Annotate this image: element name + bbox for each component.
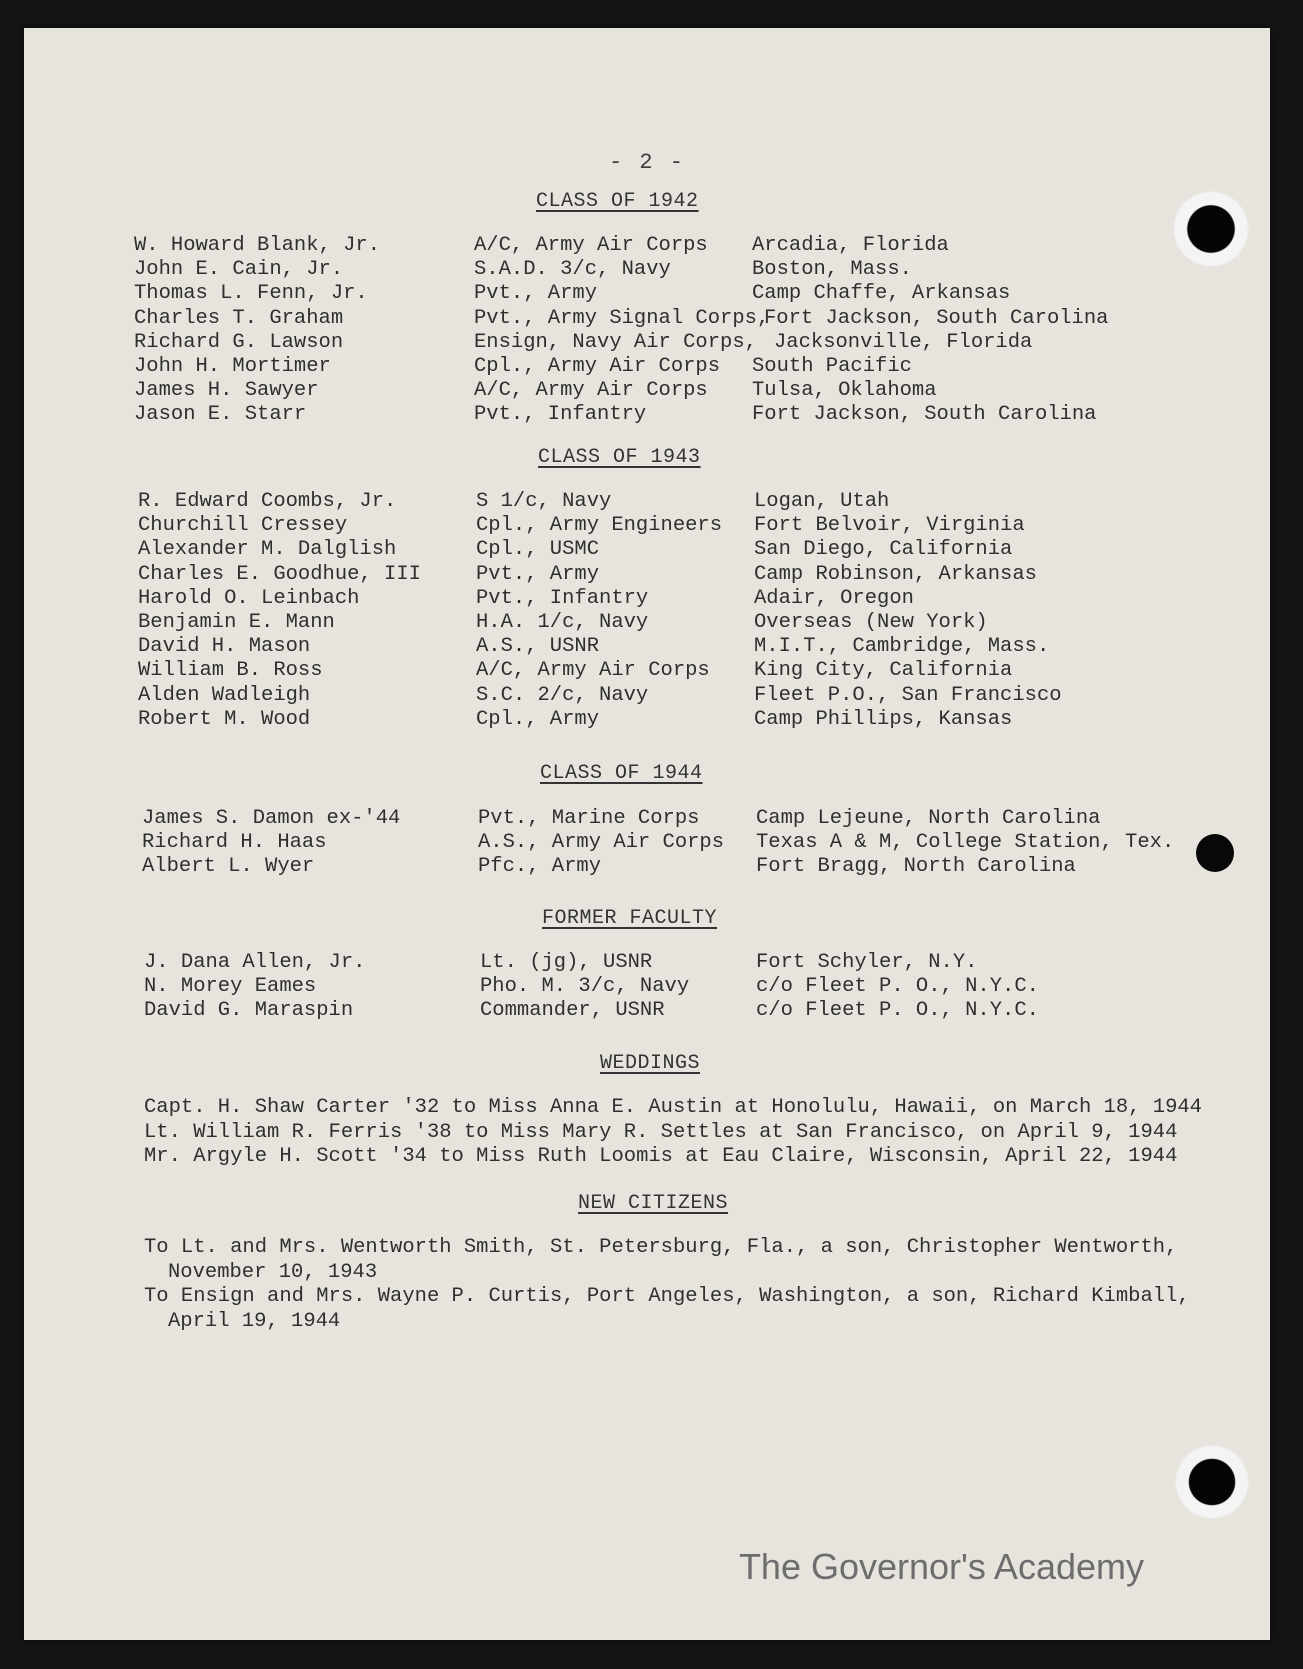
member-rank: Pvt., Army Signal Corps, (474, 306, 770, 330)
birth-announcement-date: April 19, 1944 (168, 1309, 341, 1333)
heading-class-1944: CLASS OF 1944 (540, 762, 703, 785)
member-rank: Cpl., Army (476, 707, 600, 731)
member-rank: Ensign, Navy Air Corps, (474, 330, 757, 354)
member-rank: Pvt., Army (474, 282, 598, 306)
heading-class-1943: CLASS OF 1943 (538, 446, 701, 469)
member-rank: Commander, USNR (480, 999, 665, 1023)
member-name: Robert M. Wood (138, 707, 311, 731)
member-name: John H. Mortimer (134, 354, 331, 378)
punch-hole-top (1170, 188, 1252, 270)
member-location: Logan, Utah (754, 490, 890, 513)
member-location: c/o Fleet P. O., N.Y.C. (756, 975, 1039, 999)
member-rank: Lt. (jg), USNR (480, 951, 653, 974)
punch-hole-middle (1196, 834, 1234, 872)
member-name: Richard G. Lawson (134, 330, 344, 354)
heading-class-1942: CLASS OF 1942 (536, 190, 699, 213)
member-location: Fort Jackson, South Carolina (764, 306, 1109, 330)
member-location: c/o Fleet P. O., N.Y.C. (756, 999, 1039, 1023)
member-rank: Pvt., Infantry (474, 403, 647, 427)
member-rank: A/C, Army Air Corps (474, 234, 708, 257)
heading-new-citizens: NEW CITIZENS (578, 1192, 729, 1215)
member-location: Overseas (New York) (754, 610, 988, 634)
member-name: Jason E. Starr (134, 403, 307, 427)
document-page (24, 28, 1270, 1640)
member-location: Camp Lejeune, North Carolina (756, 807, 1101, 830)
member-rank: H.A. 1/c, Navy (476, 610, 649, 634)
member-rank: Pvt., Infantry (476, 586, 649, 610)
member-location: Texas A & M, College Station, Tex. (756, 831, 1175, 855)
member-rank: Pvt., Marine Corps (478, 807, 700, 830)
member-name: Charles E. Goodhue, III (138, 562, 421, 586)
member-name: David G. Maraspin (144, 999, 354, 1023)
member-rank: Cpl., Army Engineers (476, 514, 723, 538)
wedding-line: Mr. Argyle H. Scott '34 to Miss Ruth Loomis at Eau Claire, Wisconsin, April 22, 1944 (144, 1145, 1178, 1168)
member-location: Camp Robinson, Arkansas (754, 562, 1037, 586)
heading-former-faculty: FORMER FACULTY (542, 907, 718, 930)
member-location: Arcadia, Florida (752, 234, 949, 257)
birth-announcement-line: To Ensign and Mrs. Wayne P. Curtis, Port Angeles, Washington, a son, Richard Kimball, (144, 1285, 1190, 1308)
member-location: South Pacific (752, 354, 912, 378)
member-name: James H. Sawyer (134, 379, 319, 403)
page-number: - 2 - (608, 150, 685, 175)
member-location: Camp Phillips, Kansas (754, 707, 1013, 731)
member-location: Jacksonville, Florida (774, 330, 1033, 354)
member-location: Camp Chaffe, Arkansas (752, 282, 1011, 306)
member-name: Harold O. Leinbach (138, 586, 360, 610)
member-name: N. Morey Eames (144, 975, 317, 999)
member-rank: S.A.D. 3/c, Navy (474, 258, 671, 282)
member-name: David H. Mason (138, 635, 311, 659)
watermark-text: The Governor's Academy (738, 1546, 1144, 1587)
member-location: Fort Belvoir, Virginia (754, 514, 1025, 538)
member-name: W. Howard Blank, Jr. (134, 234, 381, 257)
member-rank: Cpl., USMC (476, 538, 600, 562)
heading-weddings: WEDDINGS (600, 1052, 701, 1075)
wedding-line: Capt. H. Shaw Carter '32 to Miss Anna E. Austin at Honolulu, Hawaii, on March 18, 1944 (144, 1096, 1202, 1119)
member-rank: A.S., USNR (476, 635, 600, 659)
member-rank: S 1/c, Navy (476, 490, 612, 513)
member-location: Boston, Mass. (752, 258, 912, 282)
member-name: J. Dana Allen, Jr. (144, 951, 366, 974)
birth-announcement-date: November 10, 1943 (168, 1260, 378, 1284)
member-name: Charles T. Graham (134, 306, 344, 330)
member-rank: Pvt., Army (476, 562, 600, 586)
member-name: Richard H. Haas (142, 831, 327, 855)
member-name: Churchill Cressey (138, 514, 348, 538)
member-name: R. Edward Coombs, Jr. (138, 490, 397, 513)
member-rank: A/C, Army Air Corps (476, 659, 710, 683)
member-name: Albert L. Wyer (142, 855, 315, 879)
member-location: Fleet P.O., San Francisco (754, 683, 1062, 707)
wedding-line: Lt. William R. Ferris '38 to Miss Mary R. Settles at San Francisco, on April 9, 1944 (144, 1120, 1178, 1144)
member-name: Alden Wadleigh (138, 683, 311, 707)
member-rank: Cpl., Army Air Corps (474, 354, 721, 378)
member-name: Alexander M. Dalglish (138, 538, 397, 562)
member-rank: A/C, Army Air Corps (474, 379, 708, 403)
member-location: Fort Jackson, South Carolina (752, 403, 1097, 427)
member-name: Thomas L. Fenn, Jr. (134, 282, 368, 306)
member-location: King City, California (754, 659, 1013, 683)
member-name: James S. Damon ex-'44 (142, 807, 401, 830)
member-name: John E. Cain, Jr. (134, 258, 344, 282)
member-location: Tulsa, Oklahoma (752, 379, 937, 403)
member-location: San Diego, California (754, 538, 1013, 562)
punch-hole-bottom (1172, 1442, 1252, 1522)
member-rank: A.S., Army Air Corps (478, 831, 725, 855)
member-rank: Pfc., Army (478, 855, 602, 879)
member-name: William B. Ross (138, 659, 323, 683)
birth-announcement-line: To Lt. and Mrs. Wentworth Smith, St. Petersburg, Fla., a son, Christopher Wentworth, (144, 1236, 1178, 1259)
member-rank: Pho. M. 3/c, Navy (480, 975, 690, 999)
weddings-list (144, 1096, 1202, 1170)
member-location: Adair, Oregon (754, 586, 914, 610)
member-name: Benjamin E. Mann (138, 610, 335, 634)
member-location: Fort Schyler, N.Y. (756, 951, 978, 974)
new-citizens-list (144, 1236, 1190, 1334)
member-location: Fort Bragg, North Carolina (756, 855, 1076, 879)
member-location: M.I.T., Cambridge, Mass. (754, 635, 1050, 659)
member-rank: S.C. 2/c, Navy (476, 683, 649, 707)
